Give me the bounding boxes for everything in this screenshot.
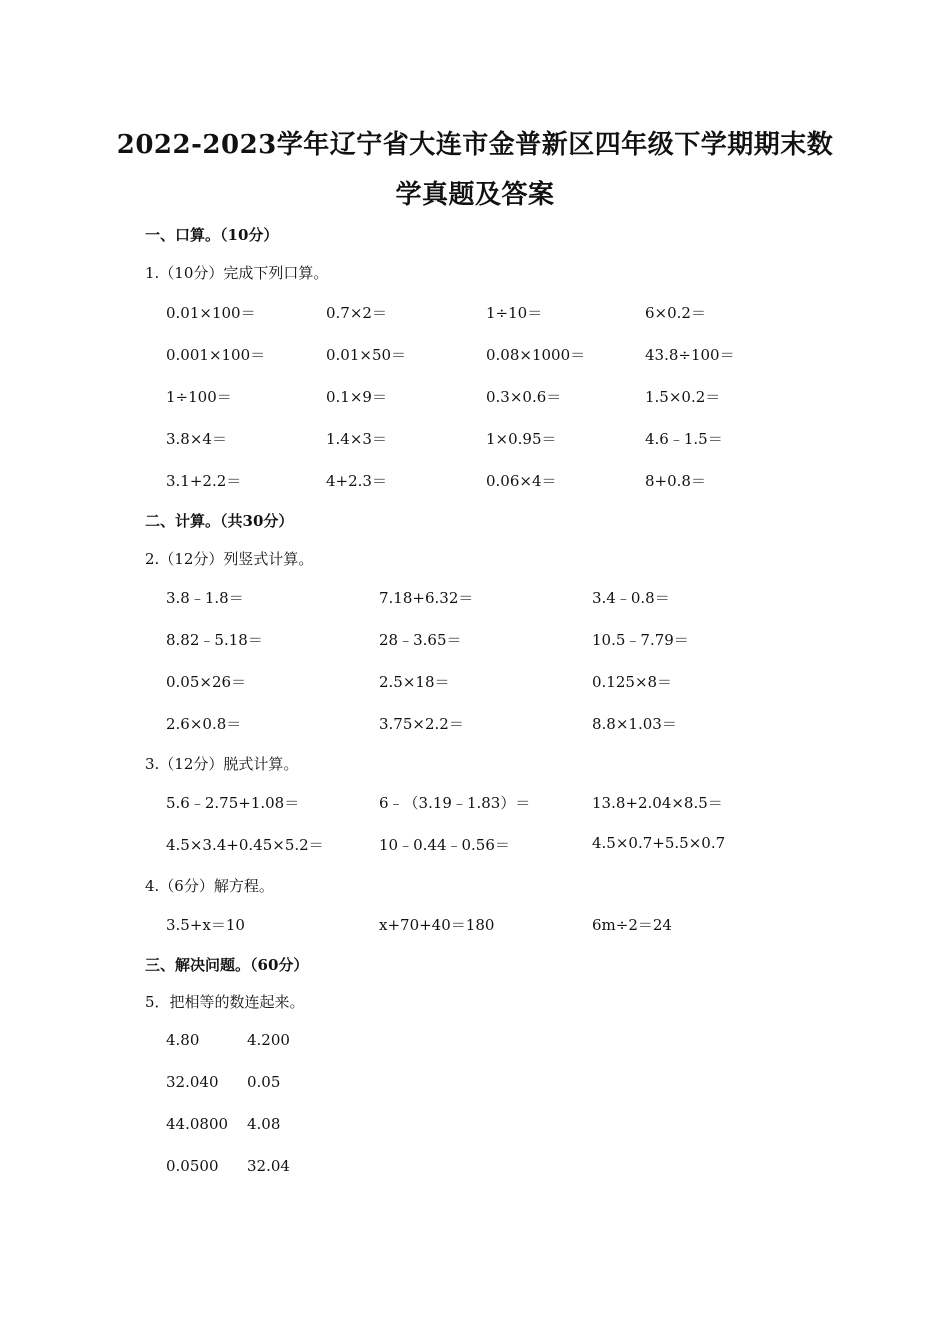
problem: 28﹣3.65＝ [379,631,462,649]
problem: 6×0.2＝ [645,304,706,322]
q2-row [0,629,950,651]
number: 4.80 [166,1031,200,1049]
problem: 1.4×3＝ [326,430,387,448]
problem: 8.8×1.03＝ [592,715,677,733]
q4-row [0,914,950,936]
section-heading-2: 二、计算。（共30分） [145,512,294,530]
number: 4.200 [247,1031,290,1049]
equation: x+70+40＝180 [379,916,495,934]
problem: 0.7×2＝ [326,304,387,322]
problem: 5.6﹣2.75+1.08＝ [166,794,300,812]
problem: 0.001×100＝ [166,346,266,364]
question-3-label: 3.（12分）脱式计算。 [145,755,299,773]
q1-row [0,428,950,450]
equation: 6m÷2＝24 [592,916,672,934]
problem: 13.8+2.04×8.5＝ [592,794,723,812]
problem: 4+2.3＝ [326,472,387,490]
q2-row [0,671,950,693]
problem: 3.75×2.2＝ [379,715,464,733]
problem: 10﹣0.44﹣0.56＝ [379,836,510,854]
problem: 1÷100＝ [166,388,232,406]
problem: 2.6×0.8＝ [166,715,242,733]
q2-row [0,713,950,735]
question-2-label: 2.（12分）列竖式计算。 [145,550,314,568]
number: 0.0500 [166,1157,219,1175]
problem: 1.5×0.2＝ [645,388,721,406]
problem: 3.4﹣0.8＝ [592,589,670,607]
problem: 43.8÷100＝ [645,346,735,364]
problem: 0.01×50＝ [326,346,407,364]
q5-row [0,1031,950,1053]
q5-row [0,1115,950,1137]
question-5-label: 5．把相等的数连起来。 [145,993,305,1011]
question-4-label: 4.（6分）解方程。 [145,877,274,895]
section-heading-1: 一、口算。（10分） [145,226,279,244]
problem: 0.01×100＝ [166,304,256,322]
q1-row [0,386,950,408]
q5-row [0,1157,950,1179]
q1-row [0,344,950,366]
q3-row [0,792,950,814]
problem: 7.18+6.32＝ [379,589,474,607]
number: 32.04 [247,1157,290,1175]
problem: 10.5﹣7.79＝ [592,631,689,649]
problem: 6﹣（3.19﹣1.83）＝ [379,794,531,812]
problem: 0.06×4＝ [486,472,557,490]
problem: 0.08×1000＝ [486,346,586,364]
problem: 0.05×26＝ [166,673,247,691]
q5-row [0,1073,950,1095]
problem: 3.8﹣1.8＝ [166,589,244,607]
problem: 8+0.8＝ [645,472,706,490]
problem: 1×0.95＝ [486,430,557,448]
doc-title-line1: 2022-2023学年辽宁省大连市金普新区四年级下学期期末数 [116,130,834,160]
q2-row [0,587,950,609]
doc-title-line2: 学真题及答案 [395,180,555,210]
q1-row [0,470,950,492]
problem: 4.5×0.7+5.5×0.7 [592,834,726,852]
problem: 0.125×8＝ [592,673,673,691]
number: 44.0800 [166,1115,229,1133]
problem: 3.8×4＝ [166,430,227,448]
number: 32.040 [166,1073,219,1091]
number: 0.05 [247,1073,281,1091]
problem: 0.3×0.6＝ [486,388,562,406]
problem: 1÷10＝ [486,304,543,322]
equation: 3.5+x＝10 [166,916,245,934]
problem: 2.5×18＝ [379,673,450,691]
q1-row [0,302,950,324]
problem: 4.6﹣1.5＝ [645,430,723,448]
q3-row [0,834,950,856]
problem: 4.5×3.4+0.45×5.2＝ [166,836,324,854]
problem: 3.1+2.2＝ [166,472,242,490]
number: 4.08 [247,1115,281,1133]
problem: 0.1×9＝ [326,388,387,406]
problem: 8.82﹣5.18＝ [166,631,263,649]
section-heading-3: 三、解决问题。（60分） [145,956,309,974]
question-1-label: 1.（10分）完成下列口算。 [145,264,329,282]
